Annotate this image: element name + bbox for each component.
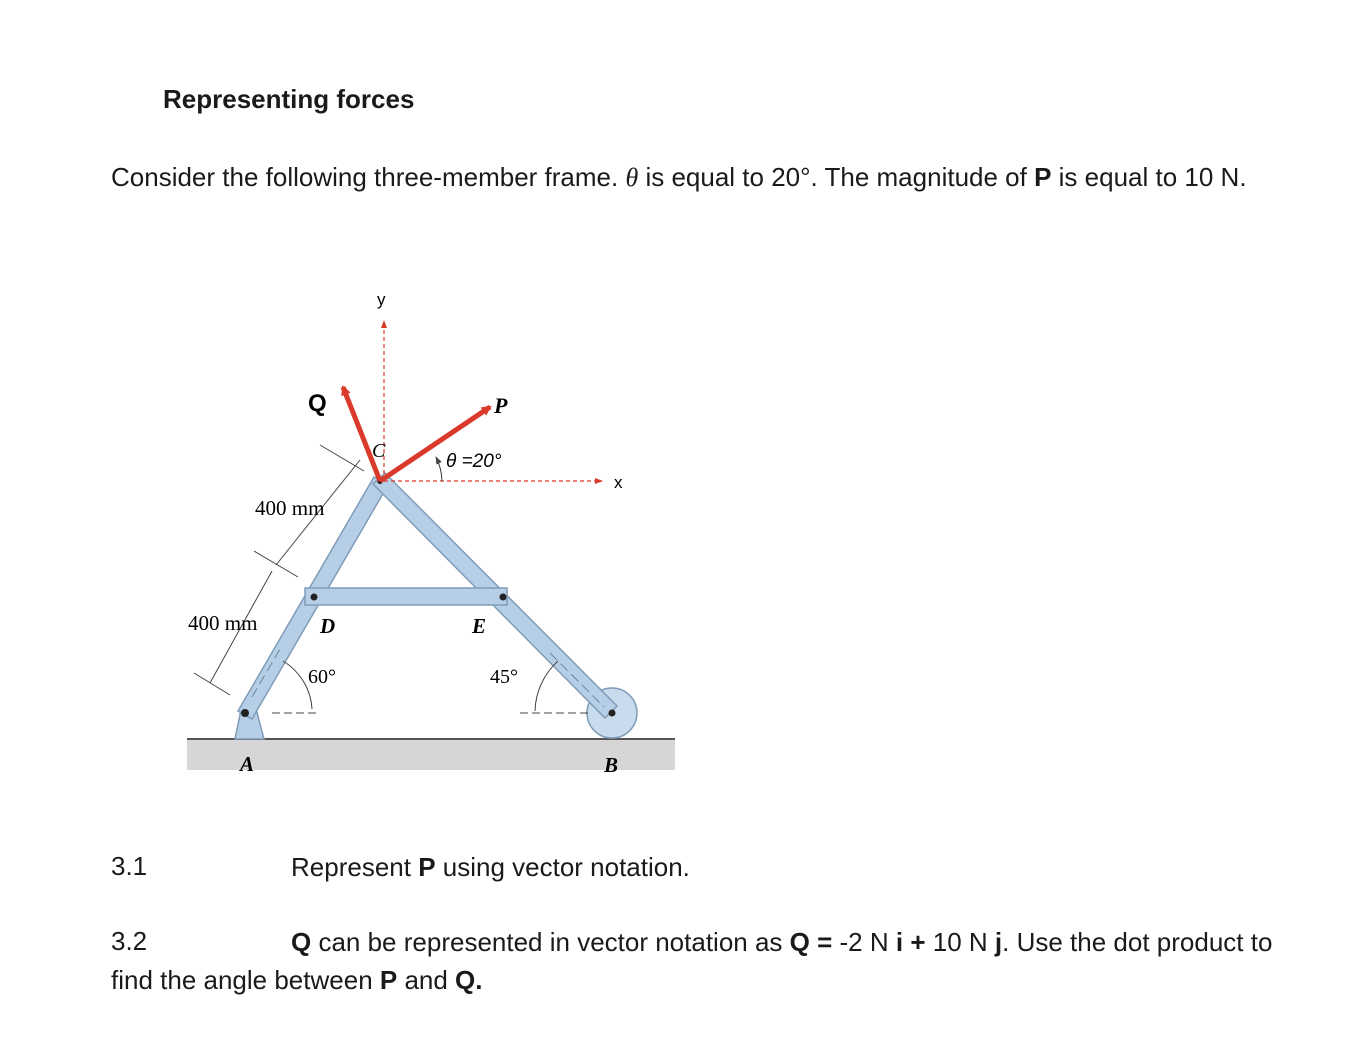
label-dim-lower: 400 mm <box>188 611 258 635</box>
q32-text-2: -2 N <box>832 927 896 957</box>
label-c: C <box>372 440 386 462</box>
q32-q-bold: Q <box>291 927 312 957</box>
intro-paragraph <box>111 158 1301 197</box>
label-dim-upper: 400 mm <box>255 496 325 520</box>
pin-a <box>241 709 249 717</box>
q32-i-bold: i <box>895 927 904 957</box>
angle-45-arc <box>535 661 558 711</box>
q31-text-2: using vector notation. <box>435 852 690 882</box>
q32-q-end: Q. <box>455 965 483 995</box>
q32-text-3: 10 N <box>925 927 995 957</box>
intro-text-2: is equal to 20°. The magnitude of <box>638 162 1035 192</box>
dim-tick-upper-top <box>320 445 364 471</box>
q32-j-bold: j <box>994 927 1003 957</box>
theta-symbol: θ <box>625 163 639 192</box>
frame-diagram <box>180 285 700 795</box>
pin-d <box>311 594 318 601</box>
label-d: D <box>320 614 336 638</box>
label-angle-60: 60° <box>308 666 336 688</box>
q32-q-eq: Q = <box>789 927 833 957</box>
label-y: y <box>377 290 386 309</box>
pin-b <box>609 710 616 717</box>
q31-p-bold: P <box>418 852 436 882</box>
intro-text-3: is equal to 10 N. <box>1051 162 1247 192</box>
label-e: E <box>472 614 487 638</box>
q31-text-1: Represent <box>291 852 419 882</box>
label-theta: θ =20° <box>446 451 502 472</box>
dim-tick-upper-bottom <box>254 551 298 577</box>
label-a: A <box>240 752 255 776</box>
p-bold: P <box>1034 162 1052 192</box>
label-angle-45: 45° <box>490 666 518 688</box>
q32-text-5: and <box>397 965 456 995</box>
label-p: P <box>494 393 508 418</box>
heading: Representing forces <box>163 84 415 114</box>
member-de <box>305 588 507 605</box>
question-3-2 <box>111 923 1301 999</box>
question-number-3-1: 3.1 <box>111 851 148 881</box>
theta-arc <box>436 457 442 481</box>
label-q: Q <box>308 390 327 417</box>
label-x: x <box>614 473 623 492</box>
dim-tick-lower-bottom <box>194 673 230 695</box>
label-b: B <box>604 753 619 777</box>
q32-text-1: can be represented in vector notation as <box>311 927 790 957</box>
q32-plus: + <box>903 927 926 957</box>
pin-e <box>500 594 507 601</box>
q32-p-bold: P <box>379 965 398 995</box>
intro-text-1: Consider the following three-member frame. <box>111 162 626 192</box>
force-q-arrow <box>343 387 380 481</box>
question-3-1 <box>291 848 690 886</box>
q32-text-4: . Use the dot product to find the angle between <box>111 927 1273 995</box>
ground <box>187 738 675 770</box>
question-number-3-2: 3.2 <box>111 926 148 956</box>
